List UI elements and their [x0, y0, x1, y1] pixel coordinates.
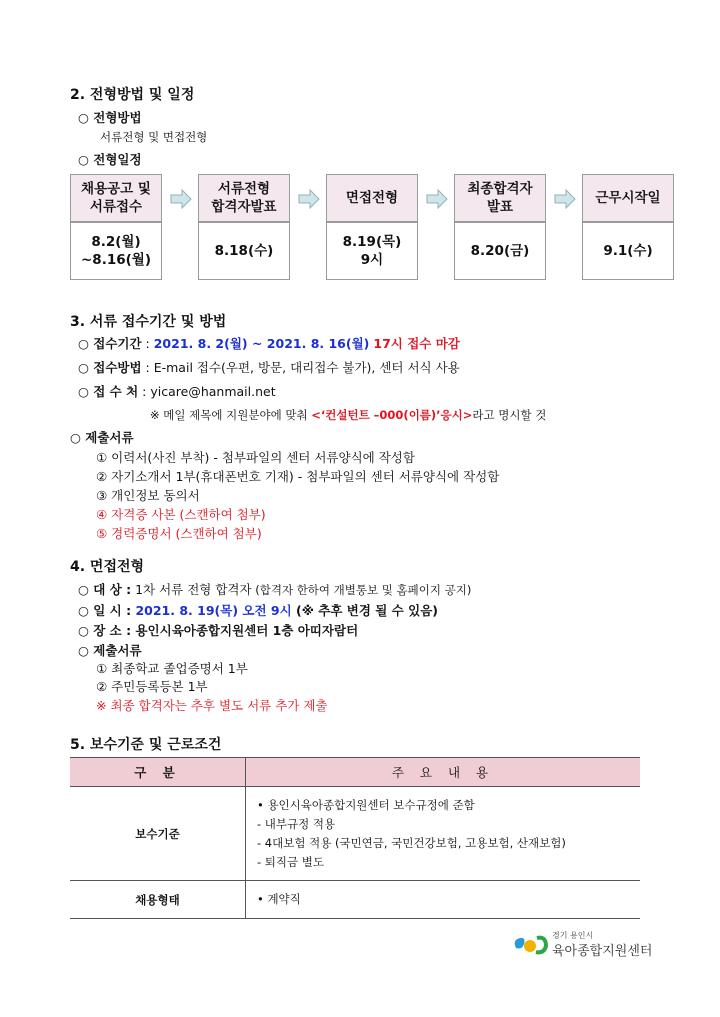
target-value: 1차 서류 전형 합격자	[131, 582, 252, 597]
col-header-content: 주 요 내 용	[246, 758, 641, 787]
method-label: ○ 전형방법	[78, 110, 142, 125]
row-label: 보수기준	[70, 787, 246, 881]
arrow-right-icon	[554, 189, 576, 209]
email-label: ○ 접 수 처	[78, 384, 139, 399]
doc-item: ② 자기소개서 1부(휴대폰번호 기재) - 첨부파일의 센터 서류양식에 작성함	[96, 469, 500, 484]
interview-doc-red: ※ 최종 합격자는 추후 별도 서류 추가 제출	[96, 698, 328, 713]
note-suffix: 라고 명시할 것	[472, 408, 547, 422]
doc-item: ① 이력서(사진 부착) - 첨부파일의 센터 서류양식에 작성함	[96, 450, 415, 465]
note-prefix: ※ 메일 제목에 지원분야에 맞춰	[150, 408, 312, 422]
section3-title: 3. 서류 접수기간 및 방법	[70, 314, 227, 330]
content-line: • 계약직	[257, 892, 301, 906]
method-text: 서류전형 및 면접전형	[100, 130, 208, 144]
submit-method-label: ○ 접수방법	[78, 360, 142, 375]
email-value: : yicare@hanmail.net	[138, 384, 276, 399]
arrow-right-icon	[426, 189, 448, 209]
place-row: ○ 장 소 : 용인시육아종합지원센터 1층 아띠자람터	[78, 623, 359, 638]
step-date-box: 8.20(금)	[454, 222, 546, 280]
arrow-right-icon	[298, 189, 320, 209]
date-value: 2021. 8. 19(목) 오전 9시	[135, 603, 292, 618]
salary-table	[70, 757, 640, 919]
step-title-box: 최종합격자 발표	[454, 174, 546, 222]
period-row	[78, 334, 460, 352]
doc-item-red: ④ 자격증 사본 (스캔하여 첨부)	[96, 507, 266, 522]
section4-title: 4. 면접전형	[70, 559, 145, 575]
content-line: - 퇴직금 별도	[257, 854, 325, 869]
table-row	[70, 881, 640, 919]
email-row	[78, 382, 276, 400]
step-date-box: 8.2(월) ~8.16(월)	[70, 222, 162, 280]
logo-name: 육아종합지원센터	[552, 944, 653, 959]
note-red: <‘컨설턴트 –000(이름)’응시>	[311, 408, 473, 422]
doc-item: ③ 개인정보 동의서	[96, 488, 200, 503]
table-header-row	[70, 758, 640, 787]
step-date-box: 9.1(수)	[582, 222, 674, 280]
step-title-box: 채용공고 및 서류접수	[70, 174, 162, 222]
period-deadline: 17시 접수 마감	[373, 336, 460, 351]
target-row	[78, 580, 471, 598]
period-label: ○ 접수기간	[78, 336, 142, 351]
period-sep: :	[141, 336, 154, 351]
schedule-label: ○ 전형일정	[78, 152, 142, 167]
section5-title: 5. 보수기준 및 근로조건	[70, 737, 222, 753]
row-content	[246, 787, 641, 881]
docs-label: ○ 제출서류	[70, 430, 134, 445]
content-line: - 4대보험 적용 (국민연금, 국민건강보험, 고용보험, 산재보험)	[257, 835, 566, 850]
date-label: ○ 일 시 :	[78, 603, 136, 618]
step-title-box: 서류전형 합격자발표	[198, 174, 290, 222]
doc-item-red: ⑤ 경력증명서 (스캔하여 첨부)	[96, 526, 262, 541]
step-title-box: 근무시작일	[582, 174, 674, 222]
col-header-category: 구 분	[70, 758, 246, 787]
date-row	[78, 601, 438, 619]
interview-doc-item: ② 주민등록등본 1부	[96, 679, 208, 694]
step-title-box: 면접전형	[326, 174, 418, 222]
arrow-right-icon	[170, 189, 192, 209]
step-date-box: 8.19(목) 9시	[326, 222, 418, 280]
row-label: 채용형태	[70, 881, 246, 919]
submit-method-value: : E-mail 접수(우편, 방문, 대리접수 불가), 센터 서식 사용	[141, 360, 460, 375]
interview-docs-label: ○ 제출서류	[78, 643, 142, 658]
period-value: 2021. 8. 2(월) ~ 2021. 8. 16(월)	[153, 336, 370, 351]
logo-mark-icon	[510, 930, 550, 958]
method-row	[78, 358, 460, 376]
date-note: (※ 추후 변경 될 수 있음)	[291, 603, 438, 618]
logo-small-text: 경기 용인시	[552, 931, 594, 940]
target-label: ○ 대 상 :	[78, 582, 132, 597]
content-line: • 용인시육아종합지원센터 보수규정에 준함	[257, 797, 475, 812]
content-line: - 내부규정 적용	[257, 816, 336, 831]
mail-note	[150, 407, 546, 423]
interview-doc-item: ① 최종학교 졸업증명서 1부	[96, 661, 248, 676]
row-content	[246, 881, 641, 919]
step-date-box: 8.18(수)	[198, 222, 290, 280]
target-note: (합격자 한하여 개별통보 및 홈페이지 공지)	[251, 583, 472, 597]
table-row	[70, 787, 640, 881]
section2-title: 2. 전형방법 및 일정	[70, 87, 195, 103]
